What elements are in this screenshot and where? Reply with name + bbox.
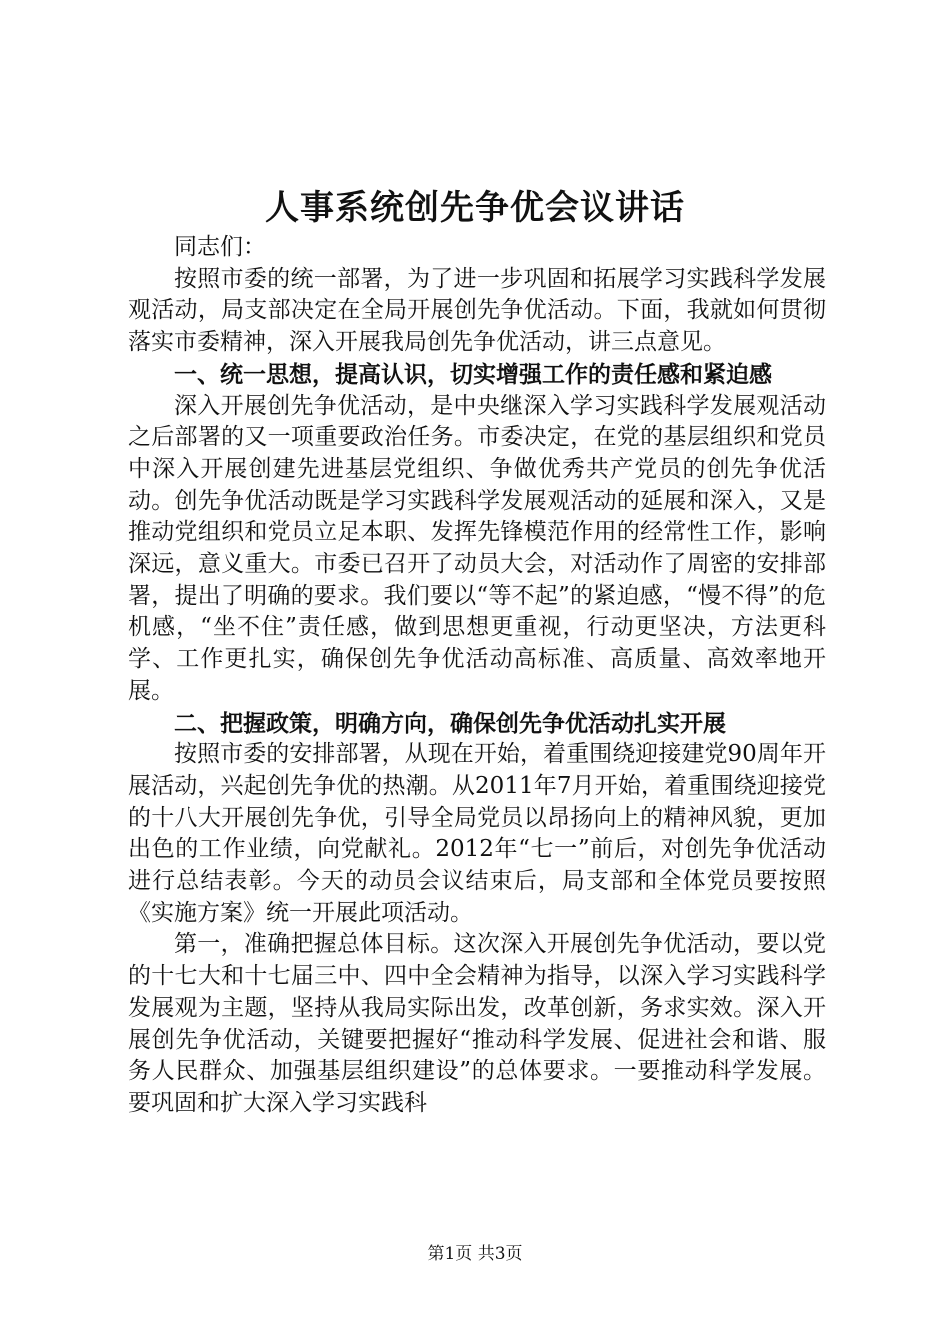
intro-paragraph: 按照市委的统一部署，为了进一步巩固和拓展学习实践科学发展观活动，局支部决定在全局开展创先争优活动。下面，我就如何贯彻落实市委精神，深入开展我局创先争优活动，讲三点意见。 <box>128 265 826 356</box>
salutation: 同志们： <box>174 234 266 260</box>
page-total: 共3页 <box>477 1244 523 1264</box>
page-footer <box>0 1242 950 1266</box>
section-2-paragraph-1: 按照市委的安排部署，从现在开始，着重围绕迎接建党90周年开展活动，兴起创先争优的热潮。从2011年7月开始，着重围绕迎接党的十八大开展创先争优，引导全局党员以昂扬向上的精神风貌，更加出色的工作业绩，向党献礼。2012年“七一”前后，对创先争优活动进行总结表彰。今天的动员会议结束后，局支部和全体党员要按照《实施方案》统一开展此项活动。 <box>128 741 826 926</box>
section-2-paragraph-2: 第一，准确把握总体目标。这次深入开展创先争优活动，要以党的十七大和十七届三中、四中全会精神为指导，以深入学习实践科学发展观为主题，坚持从我局实际出发，改革创新，务求实效。深入开展创先争优活动，关键要把握好“推动科学发展、促进社会和谐、服务人民群众、加强基层组织建设”的总体要求。一要推动科学发展。要巩固和扩大深入学习实践科 <box>128 931 826 1116</box>
section-heading-2: 二、把握政策，明确方向，确保创先争优活动扎实开展 <box>174 709 726 737</box>
page-number: 第1页 <box>427 1244 473 1264</box>
section-heading-1: 一、统一思想，提高认识，切实增强工作的责任感和紧迫感 <box>174 360 772 388</box>
section-1-paragraph: 深入开展创先争优活动，是中央继深入学习实践科学发展观活动之后部署的又一项重要政治任务。市委决定，在党的基层组织和党员中深入开展创建先进基层党组织、争做优秀共产党员的创先争优活动。创先争优活动既是学习实践科学发展观活动的延展和深入，又是推动党组织和党员立足本职、发挥先锋模范作用的经常性工作，影响深远，意义重大。市委已召开了动员大会，对活动作了周密的安排部署，提出了明确的要求。我们要以“等不起”的紧迫感，“慢不得”的危机感，“坐不住”责任感，做到思想更重视，行动更坚决，方法更科学、工作更扎实，确保创先争优活动高标准、高质量、高效率地开展。 <box>128 392 826 704</box>
document-title: 人事系统创先争优会议讲话 <box>265 188 685 228</box>
document-body <box>128 232 826 1120</box>
